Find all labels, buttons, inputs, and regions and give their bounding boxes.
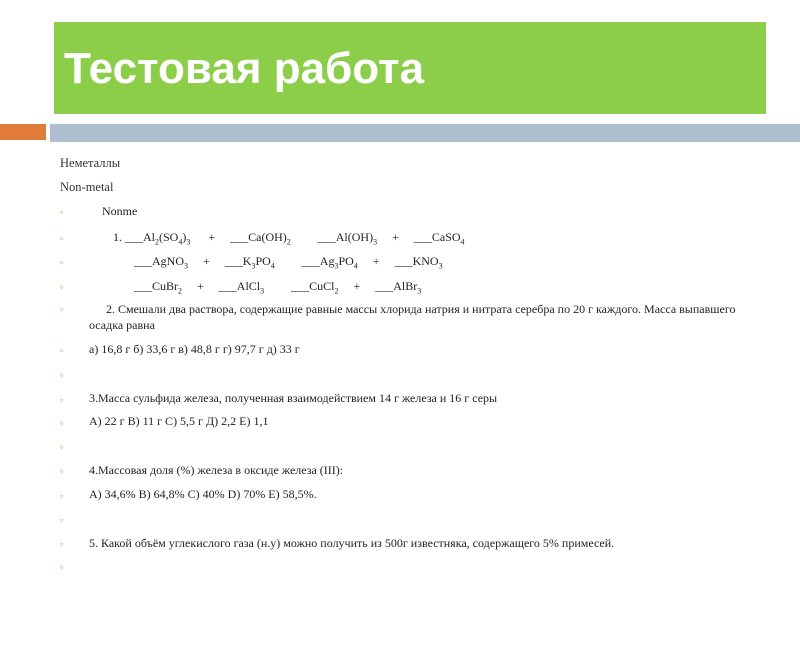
bullet-icon: ▫ (60, 539, 64, 549)
bullet-icon: ▫ (60, 466, 64, 476)
bullet-icon: ▫ (60, 562, 64, 572)
bullet-icon: ▫ (60, 233, 64, 243)
question-4-answers: А) 34,6% В) 64,8% С) 40% D) 70% Е) 58,5%. (89, 487, 317, 501)
bullet-icon: ▫ (60, 207, 64, 217)
accent-bar-orange (0, 124, 46, 140)
slide-title: Тестовая работа (64, 44, 425, 93)
accent-bar-blue (50, 124, 800, 142)
bullet-icon: ▫ (60, 515, 64, 525)
bullet-icon: ▫ (60, 418, 64, 428)
bullet-icon: ▫ (60, 442, 64, 452)
equation-1: 1. $\_\_\_Al_2(SO_4)_3$ + $\_\_\_Ca(OH)_2$ $\_\_\_Al(OH)_3$ + ___CaSO$_4$ (113, 230, 465, 247)
question-2: 2. Смешали два раствора, содержащие равные массы хлорида натрия и нитрата серебра по 20 г каждого. Масса выпавшего осадка равна (89, 302, 736, 332)
heading-nemetally: Неметаллы (60, 156, 121, 170)
equation-3: ___CuBr$_2$ + ___AlCl$_3$ ___CuCl$_2$ + ___AlBr$_3$ (134, 279, 422, 296)
bullet-icon: ▫ (60, 257, 64, 267)
bullet-icon: ▫ (60, 395, 64, 405)
question-2-answers: а) 16,8 г б) 33,6 г в) 48,8 г г) 97,7 г д) 33 г (89, 342, 300, 356)
equation-2: ___AgNO$_3$ + $\_\_\_K_3PO_4$ $\_\_\_Ag_3PO_4$ + $\_\_\_KNO_3$ (134, 254, 443, 271)
heading-nonmetal: Non-metal (60, 180, 114, 194)
bullet-icon: ▫ (60, 345, 64, 355)
bullet-icon: ▫ (60, 491, 64, 501)
nonme-label: Nonme (102, 204, 138, 218)
question-3-answers: А) 22 г В) 11 г С) 5,5 г Д) 2,2 Е) 1,1 (89, 414, 269, 428)
question-4: 4.Массовая доля (%) железа в оксиде железа (III): (89, 463, 344, 477)
question-3: 3.Масса сульфида железа, полученная взаимодействием 14 г железа и 16 г серы (89, 391, 498, 405)
bullet-icon: ▫ (60, 370, 64, 380)
title-bar (54, 22, 766, 114)
bullet-icon: ▫ (60, 304, 64, 314)
question-5: 5. Какой объём углекислого газа (н.у) можно получить из 500г известняка, содержащего 5% примесей. (89, 536, 615, 550)
bullet-icon: ▫ (60, 282, 64, 292)
